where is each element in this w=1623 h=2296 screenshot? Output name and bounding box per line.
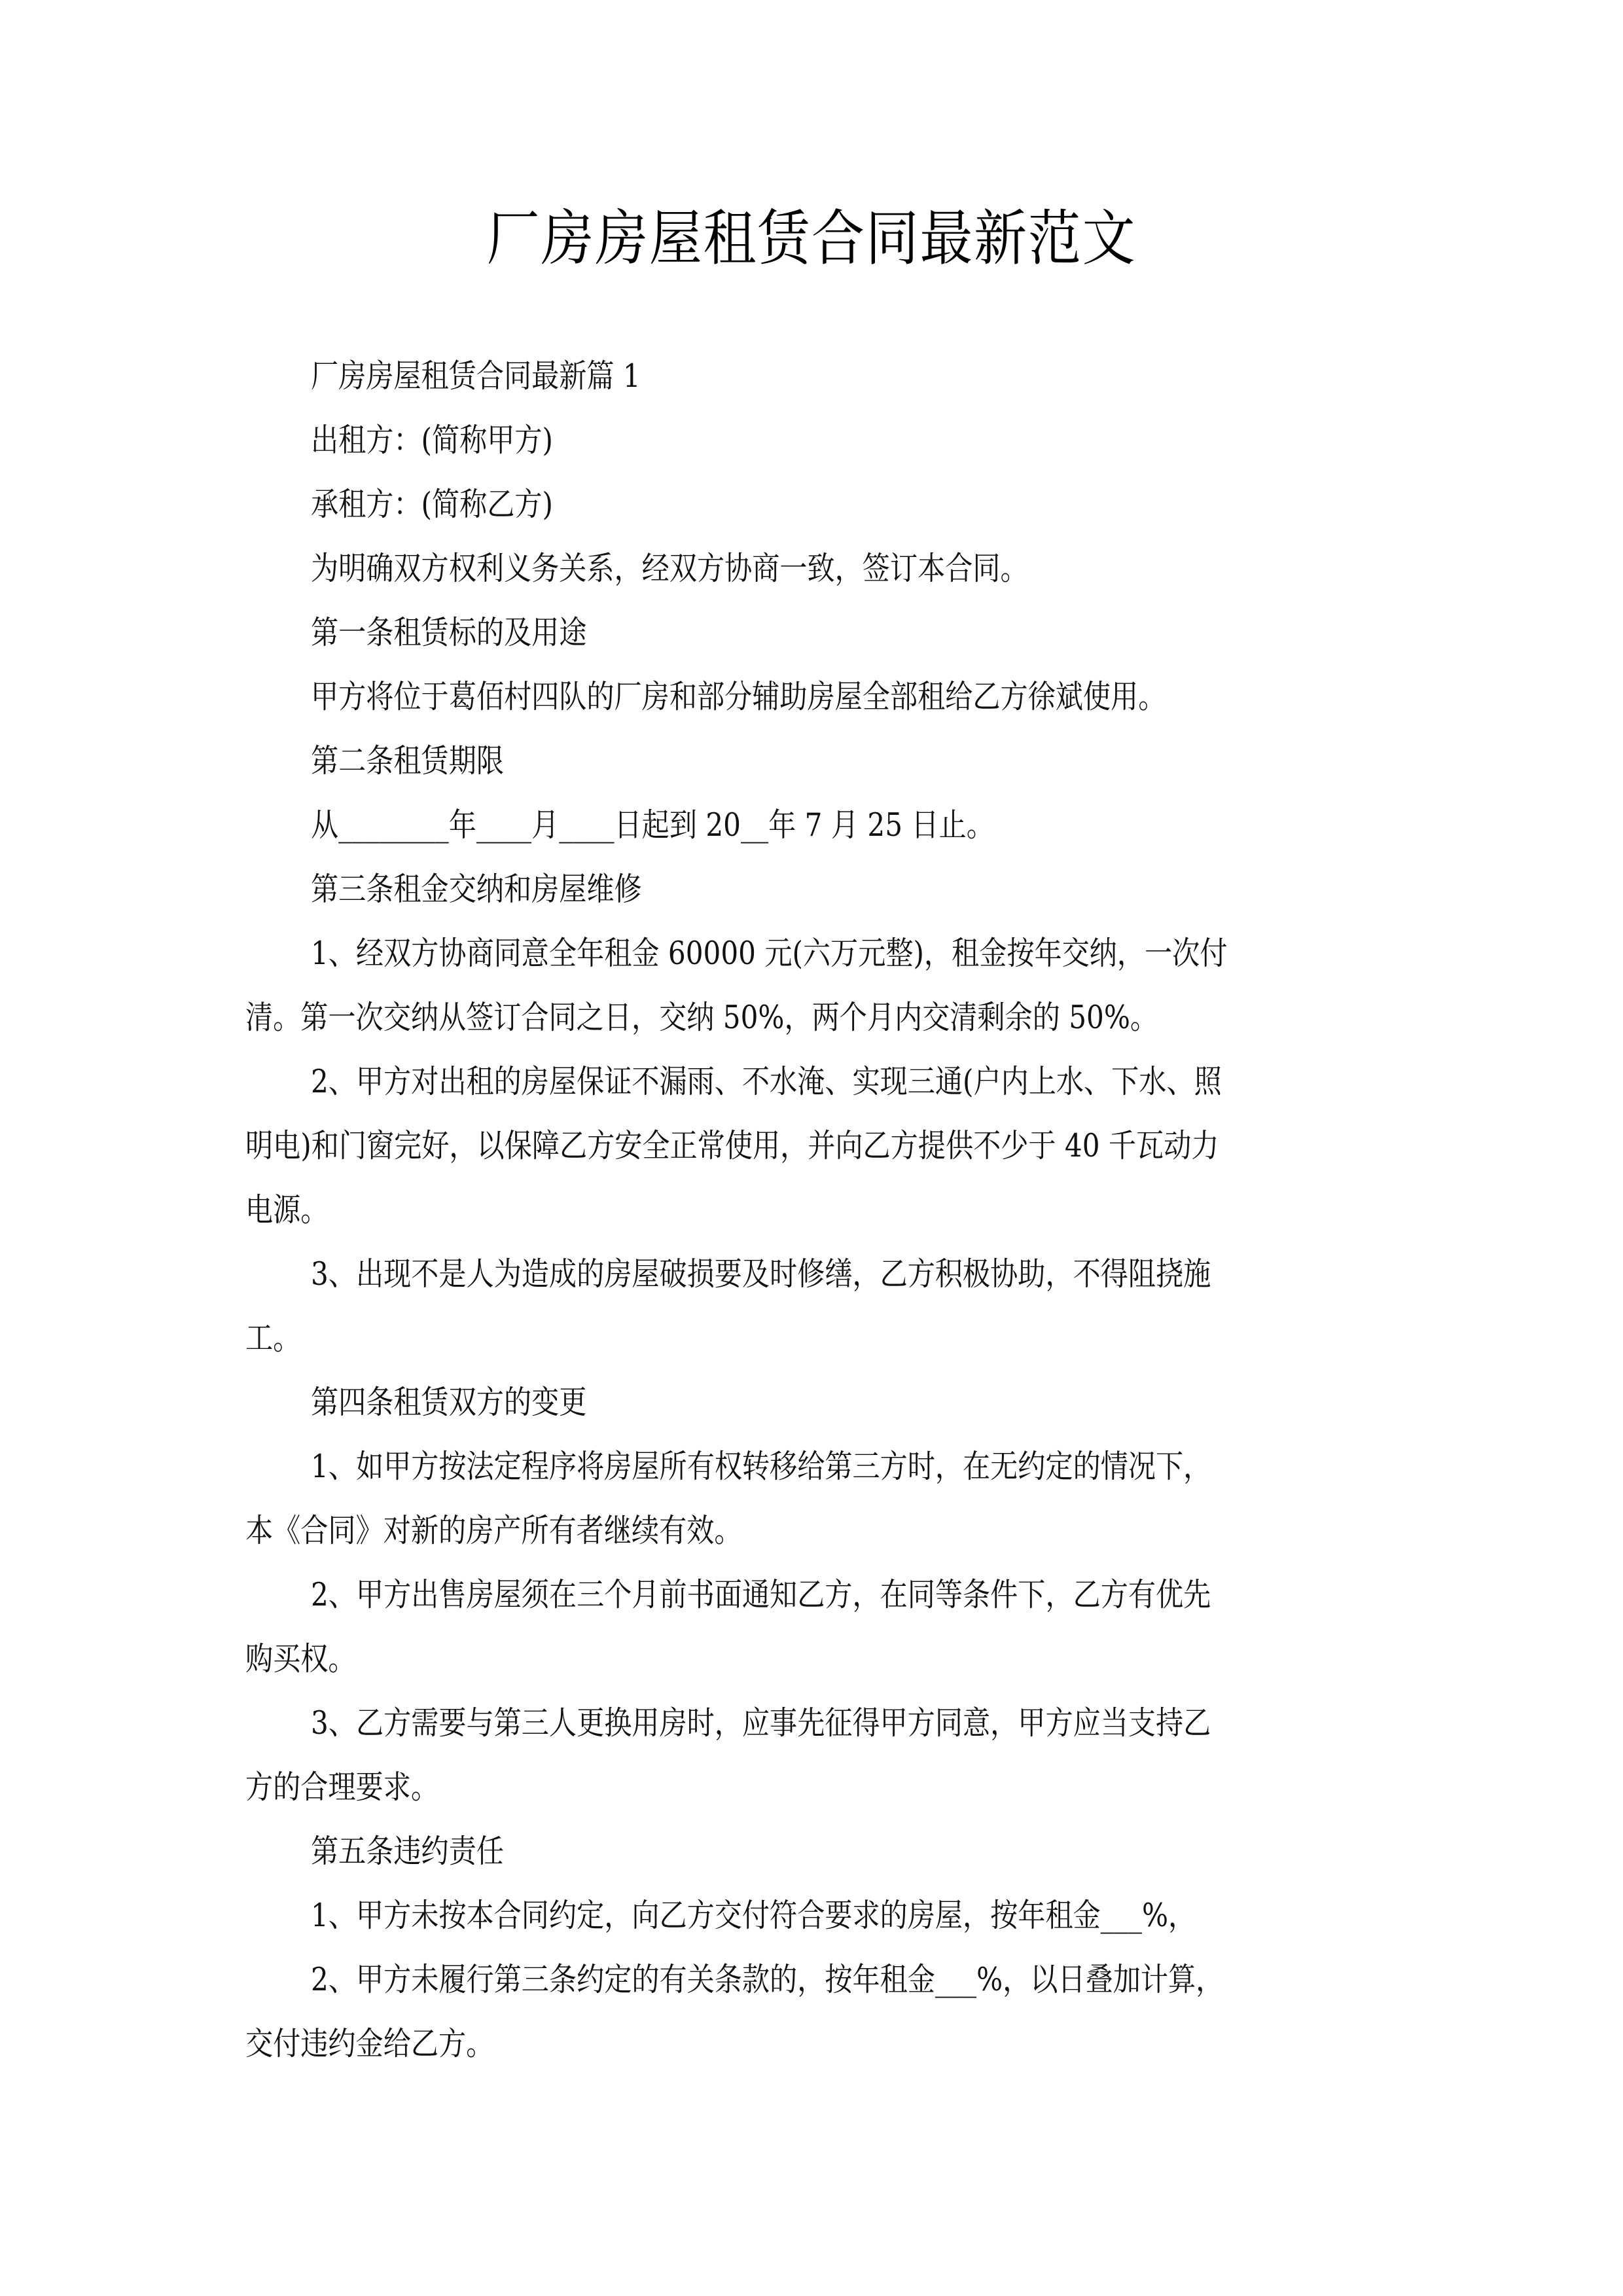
paragraph-line: 为明确双方权利义务关系，经双方协商一致，签订本合同。 [311,550,1028,587]
paragraph-line: 2、甲方对出租的房屋保证不漏雨、不水淹、实现三通(户内上水、下水、照 [311,1063,1222,1100]
paragraph-line: 1、经双方协商同意全年租金 60000 元(六万元整)，租金按年交纳，一次付 [311,935,1228,972]
paragraph-line: 2、甲方出售房屋须在三个月前书面通知乙方，在同等条件下，乙方有优先 [311,1576,1211,1613]
paragraph-line: 交付违约金给乙方。 [245,2025,494,2062]
paragraph-line: 第一条租赁标的及用途 [311,614,587,651]
paragraph-line: 清。第一次交纳从签订合同之日，交纳 50%，两个月内交清剩余的 50%。 [245,999,1158,1036]
paragraph-line: 1、甲方未按本合同约定，向乙方交付符合要求的房屋，按年租金___%， [311,1897,1196,1934]
paragraph-line: 方的合理要求。 [245,1768,438,1806]
paragraph-line: 明电)和门窗完好，以保障乙方安全正常使用，并向乙方提供不少于 40 千瓦动力 [245,1127,1219,1164]
paragraph-line: 出租方：(简称甲方) [311,422,554,459]
paragraph-line: 从________年____月____日起到 20__年 7 月 25 日止。 [311,806,994,844]
paragraph-line: 第三条租金交纳和房屋维修 [311,870,642,908]
paragraph-line: 工。 [245,1319,301,1357]
paragraph-line: 第二条租赁期限 [311,742,504,780]
paragraph-line: 3、出现不是人为造成的房屋破损要及时修缮，乙方积极协助，不得阻挠施 [311,1255,1211,1293]
paragraph-line: 购买权。 [245,1640,356,1677]
paragraph-line: 第四条租赁双方的变更 [311,1384,587,1421]
paragraph-line: 3、乙方需要与第三人更换用房时，应事先征得甲方同意，甲方应当支持乙 [311,1704,1211,1742]
document-title: 厂房房屋租赁合同最新范文 [486,204,1137,274]
paragraph-line: 承租方：(简称乙方) [311,486,554,523]
paragraph-line: 本《合同》对新的房产所有者继续有效。 [245,1512,742,1549]
paragraph-line: 1、如甲方按法定程序将房屋所有权转移给第三方时，在无约定的情况下， [311,1448,1211,1485]
paragraph-line: 第五条违约责任 [311,1833,504,1870]
paragraph-line: 电源。 [245,1191,329,1229]
paragraph-line: 厂房房屋租赁合同最新篇 1 [311,357,641,395]
paragraph-line: 2、甲方未履行第三条约定的有关条款的，按年租金___%，以日叠加计算， [311,1961,1224,1998]
paragraph-line: 甲方将位于葛佰村四队的厂房和部分辅助房屋全部租给乙方徐斌使用。 [311,678,1166,715]
